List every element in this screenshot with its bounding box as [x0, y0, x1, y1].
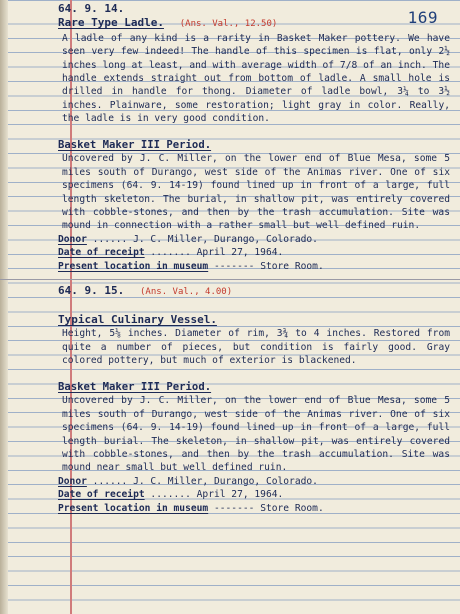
entry-divider: [0, 279, 460, 280]
location-value: Store Room.: [260, 260, 324, 272]
donor-label: Donor: [58, 233, 87, 245]
catalog-entry: [58, 284, 450, 515]
appraised-value: (Ans. Val., 12.50): [179, 19, 278, 30]
catalog-entry: [58, 2, 450, 273]
receipt-label: Date of receipt: [58, 489, 145, 501]
donor-value: J. C. Miller, Durango, Colorado.: [133, 233, 318, 245]
receipt-value: April 27, 1964.: [196, 247, 284, 259]
catalog-number: 64. 9. 14.: [58, 2, 125, 15]
donor-label: Donor: [58, 475, 87, 487]
location-line: Present location in museum ------- Store Room.: [58, 502, 324, 514]
location-value: Store Room.: [260, 502, 324, 514]
entry-title: Typical Culinary Vessel.: [58, 312, 217, 326]
entry-period: Basket Maker III Period.: [58, 380, 212, 393]
entry-title: Rare Type Ladle.: [58, 16, 164, 30]
entry-description: A ladle of any kind is a rarity in Basket Maker pottery. We have seen very few indeed! The handle of this specimen is flat, only 2½ inches long at least, and with average width of 7/8 of an inch. The handle extends straight out from bottom of ladle. A small hole is drilled in handle for thong. Diameter of ladle bowl, 3¼ to 3½ inches. Plainware, some restoration; light gray in color. Really, the ladle is in very good condition.: [62, 32, 450, 125]
receipt-line: Date of receipt ....... April 27, 1964.: [58, 489, 284, 501]
donor-line: Donor ...... J. C. Miller, Durango, Colorado.: [58, 233, 318, 245]
receipt-value: April 27, 1964.: [196, 489, 284, 501]
entry-description: Height, 5⅛ inches. Diameter of rim, 3¾ to 4 inches. Restored from quite a number of pieces, but condition is fairly good. Gray colored pottery, but much of exterior is blackened.: [62, 328, 450, 367]
appraised-value: (Ans. Val., 4.00): [140, 287, 233, 298]
donor-value: J. C. Miller, Durango, Colorado.: [133, 475, 318, 487]
location-label: Present location in museum: [58, 502, 209, 514]
page-number: 169: [407, 8, 438, 27]
receipt-line: Date of receipt ....... April 27, 1964.: [58, 247, 284, 259]
entry-provenance: Uncovered by J. C. Miller, on the lower end of Blue Mesa, some 5 miles south of Durango, west side of the Animas river. One of six specimens (64. 9. 14-19) found lined up in front of a large, full length burial. The skeleton, in shallow pit, was entirely covered with cobble-stones, and then by the trash accumulation. Site was mound near small but well defined ruin.: [62, 395, 450, 474]
catalog-number: 64. 9. 15.: [58, 284, 125, 298]
page-binding-edge: [0, 0, 8, 614]
location-line: Present location in museum ------- Store Room.: [58, 260, 324, 272]
entry-period: Basket Maker III Period.: [58, 139, 212, 152]
donor-line: Donor ...... J. C. Miller, Durango, Colorado.: [58, 475, 318, 487]
receipt-label: Date of receipt: [58, 247, 145, 259]
ledger-content: [58, 2, 450, 515]
entry-provenance: Uncovered by J. C. Miller, on the lower end of Blue Mesa, some 5 miles south of Durango, west side of the Animas river. One of six specimens (64. 9. 14-19) found lined up in front of a large, full length skeleton. The burial, in shallow pit, was entirely covered with cobble-stones, and then by the trash accumulation. Site was mound in connection with a rather small but well defined ruin.: [62, 153, 450, 232]
location-label: Present location in museum: [58, 260, 209, 272]
